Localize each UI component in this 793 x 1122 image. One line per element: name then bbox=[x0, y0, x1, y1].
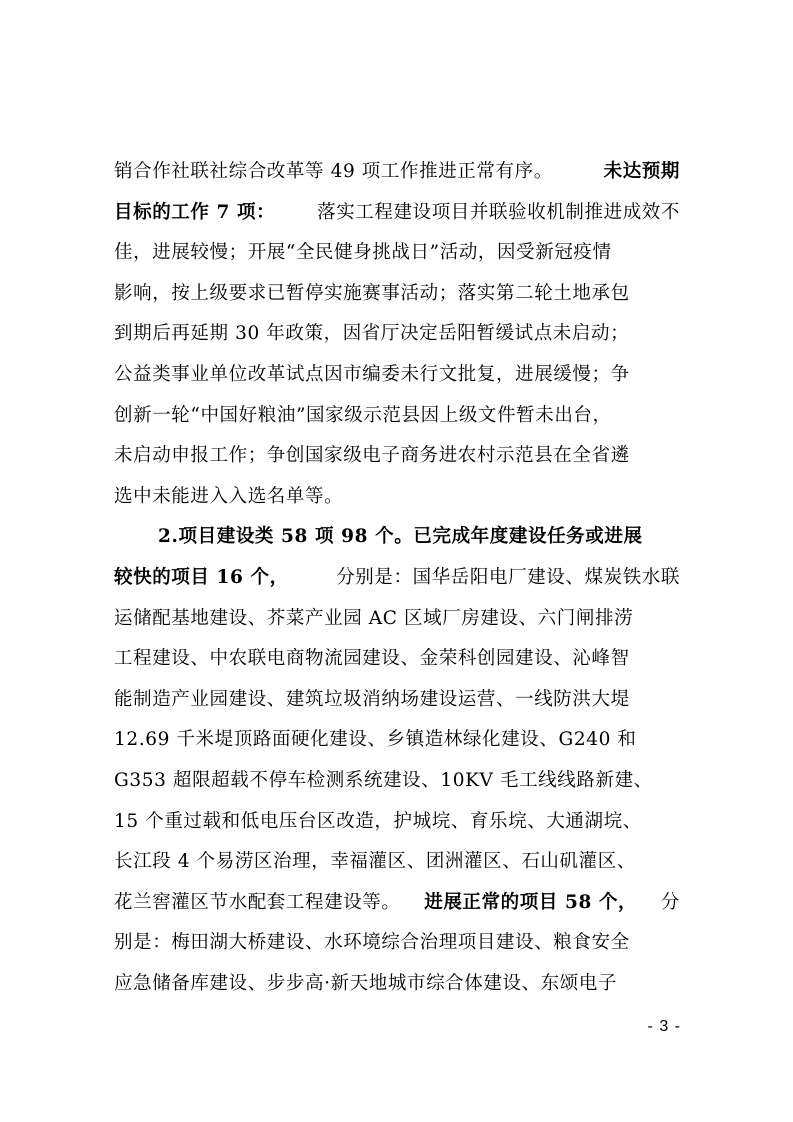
text-line bbox=[114, 964, 680, 1005]
text-line bbox=[114, 314, 680, 355]
text-run: 影响，按上级要求已暂停实施赛事活动；落实第二轮土地承包 bbox=[114, 282, 630, 304]
text-line bbox=[114, 436, 680, 477]
text-run: 创新一轮“中国好粮油”国家级示范县因上级文件暂未出台， bbox=[114, 404, 612, 426]
text-run: 长江段 4 个易涝区治理，幸福灌区、团洲灌区、石山矶灌区、 bbox=[114, 851, 636, 873]
text-run: 公益类事业单位改革试点因市编委未行文批复，进展缓慢；争 bbox=[114, 363, 630, 385]
bold-text-run: 进展正常的项目 58 个， bbox=[424, 891, 638, 913]
text-run: 选中未能进入入选名单等。 bbox=[114, 485, 344, 507]
text-run: 15 个重过载和低电压台区改造，护城垸、育乐垸、大通湖垸、 bbox=[114, 810, 642, 832]
text-line bbox=[114, 680, 680, 721]
text-line bbox=[114, 761, 680, 802]
text-line bbox=[114, 233, 680, 274]
text-run: 落实工程建设项目并联验收机制推进成效不 bbox=[317, 201, 680, 223]
text-run: 销合作社联社综合改革等 49 项工作推进正常有序。 bbox=[114, 161, 553, 182]
bold-text-run: 目标的工作 7 项： bbox=[114, 201, 276, 223]
text-run: 12.69 千米堤顶路面硬化建设、乡镇造林绿化建设、G240 和 bbox=[114, 729, 637, 751]
bold-text-run: 2.项目建设类 58 项 98 个。已完成年度建设任务或进展 bbox=[158, 526, 643, 548]
bold-text-run: 未达预期 bbox=[603, 161, 680, 182]
text-run: 未启动申报工作；争创国家级电子商务进农村示范县在全省遴 bbox=[114, 445, 630, 467]
text-line bbox=[114, 842, 680, 883]
text-line bbox=[114, 355, 680, 396]
text-line bbox=[114, 599, 680, 640]
text-line bbox=[114, 152, 680, 193]
text-line bbox=[114, 923, 680, 964]
text-run: 分别是：国华岳阳电厂建设、煤炭铁水联 bbox=[336, 566, 680, 588]
text-run: 分 bbox=[660, 891, 680, 913]
text-run: 工程建设、中农联电商物流园建设、金荣科创园建设、沁峰智 bbox=[114, 648, 630, 670]
text-run: 能制造产业园建设、建筑垃圾消纳场建设运营、一线防洪大堤 bbox=[114, 688, 630, 710]
page-number: - 3 - bbox=[647, 1018, 681, 1035]
bold-text-run: 较快的项目 16 个， bbox=[114, 566, 289, 588]
text-line bbox=[114, 639, 680, 680]
text-run: G353 超限超载不停车检测系统建设、10KV 毛工线线路新建、 bbox=[114, 769, 653, 791]
text-line bbox=[114, 558, 680, 599]
text-line bbox=[114, 802, 680, 843]
paragraph bbox=[114, 517, 680, 1004]
text-run: 到期后再延期 30 年政策，因省厅决定岳阳暂缓试点未启动； bbox=[114, 323, 630, 345]
text-line bbox=[114, 720, 680, 761]
paragraph bbox=[114, 152, 680, 517]
text-line bbox=[114, 883, 680, 924]
text-line bbox=[114, 274, 680, 315]
text-line bbox=[114, 396, 680, 437]
text-run: 运储配基地建设、芥菜产业园 AC 区域厂房建设、六门闸排涝 bbox=[114, 607, 634, 629]
text-line bbox=[114, 477, 680, 518]
text-run: 花兰窖灌区节水配套工程建设等。 bbox=[114, 891, 401, 913]
text-run: 别是：梅田湖大桥建设、水环境综合治理项目建设、粮食安全 bbox=[114, 932, 630, 954]
text-line bbox=[114, 517, 680, 558]
document-body bbox=[114, 152, 680, 1004]
text-run: 应急储备库建设、步步高·新天地城市综合体建设、东颂电子 bbox=[114, 972, 618, 994]
text-line bbox=[114, 193, 680, 234]
text-run: 佳，进展较慢；开展“全民健身挑战日”活动，因受新冠疫情 bbox=[114, 242, 612, 264]
